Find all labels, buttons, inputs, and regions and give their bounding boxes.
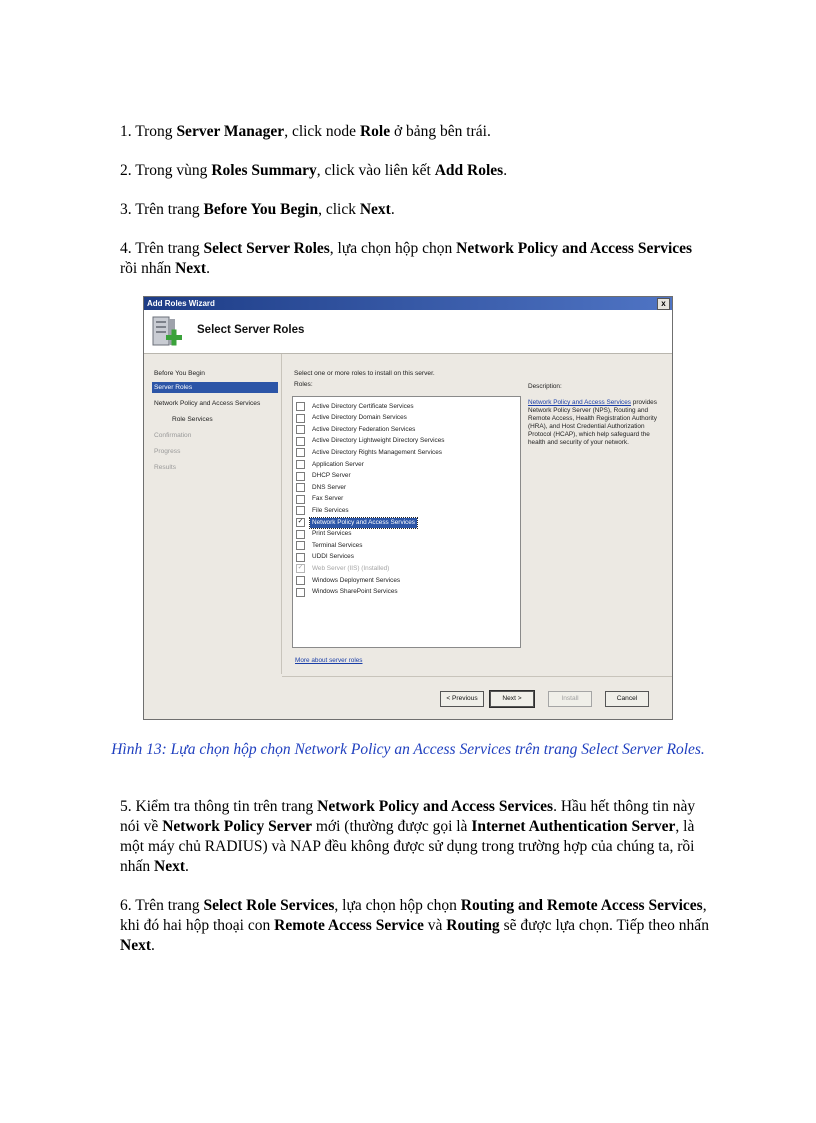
text-run: , click node — [284, 123, 360, 140]
role-checkbox[interactable] — [296, 495, 305, 504]
text-run: ở bảng bên trái. — [390, 123, 491, 140]
next-button[interactable]: Next > — [490, 691, 534, 707]
bold-term: Next — [359, 201, 391, 218]
bold-term: Select Server Roles — [203, 240, 330, 257]
role-label: Fax Server — [312, 495, 344, 503]
role-label: Web Server (IIS) (Installed) — [312, 564, 390, 572]
bold-term: Roles Summary — [211, 162, 317, 179]
text-run: 6. Trên trang — [120, 897, 204, 914]
role-item[interactable] — [296, 505, 351, 516]
nav-item[interactable]: Network Policy and Access Services — [154, 400, 261, 407]
role-checkbox[interactable] — [296, 576, 305, 585]
close-button[interactable]: x — [657, 298, 670, 310]
role-label: Windows SharePoint Services — [312, 588, 398, 596]
nav-item[interactable]: Server Roles — [152, 382, 278, 393]
text-run: , click — [318, 201, 360, 218]
role-checkbox[interactable] — [296, 414, 305, 423]
text-run: 5. Kiểm tra thông tin trên trang — [120, 798, 318, 815]
role-label: Application Server — [312, 460, 364, 468]
role-item[interactable] — [296, 494, 345, 505]
bold-term: Select Role Services — [203, 897, 335, 914]
role-checkbox[interactable] — [296, 483, 305, 492]
role-checkbox[interactable] — [296, 448, 305, 457]
wizard-titlebar — [144, 297, 672, 310]
wizard-title: Add Roles Wizard — [147, 299, 215, 308]
step-4 — [120, 239, 710, 279]
bold-term: Next — [120, 937, 151, 954]
add-roles-wizard-screenshot — [143, 296, 673, 720]
bold-term: Internet Authentication Server — [471, 818, 676, 835]
role-checkbox[interactable] — [296, 472, 305, 481]
role-checkbox[interactable] — [296, 553, 305, 562]
description-text: provides Network Policy Server (NPS), Routing and Remote Access, Health Registration Authority (HRA), and Host Credential Authorization Protocol (HCAP), which help safeguard the health and security of your network. — [528, 399, 657, 446]
role-label: UDDI Services — [312, 553, 354, 561]
role-checkbox[interactable] — [296, 402, 305, 411]
nav-divider — [281, 354, 282, 674]
text-run: . — [185, 858, 189, 875]
text-run: , click vào liên kết — [316, 162, 435, 179]
text-run: , khi đó hai hộp thoại con — [120, 897, 707, 934]
wizard-steps-nav — [144, 354, 280, 719]
text-run: . — [151, 937, 155, 954]
nav-item: Results — [154, 464, 176, 471]
bold-term: Network Policy and Access Services — [456, 240, 693, 257]
role-item[interactable] — [296, 587, 400, 598]
role-checkbox[interactable] — [296, 506, 305, 515]
role-item[interactable] — [296, 517, 417, 528]
description-panel — [528, 383, 668, 447]
footer-separator — [282, 676, 672, 677]
role-checkbox[interactable] — [296, 460, 305, 469]
text-run: , lựa chọn hộp chọn — [334, 897, 461, 914]
description-link[interactable]: Network Policy and Access Services — [528, 399, 631, 406]
role-item[interactable] — [296, 471, 353, 482]
cancel-button[interactable]: Cancel — [605, 691, 649, 707]
text-run: . Hầu hết thông tin này nói về — [120, 798, 696, 835]
role-label: DNS Server — [312, 483, 347, 491]
description-title: Description: — [528, 383, 562, 390]
role-checkbox[interactable] — [296, 588, 305, 597]
bold-term: Network Policy and Access Services — [317, 798, 554, 815]
role-item[interactable] — [296, 552, 356, 563]
role-item[interactable] — [296, 529, 353, 540]
text-run: và — [423, 917, 447, 934]
nav-item[interactable]: Before You Begin — [154, 370, 205, 377]
role-item[interactable] — [296, 401, 416, 412]
bold-term: Next — [154, 858, 186, 875]
instruction-text: Select one or more roles to install on this server. — [294, 370, 435, 377]
role-item[interactable] — [296, 482, 348, 493]
role-label: Active Directory Certificate Services — [312, 402, 414, 410]
bold-term: Routing — [446, 917, 500, 934]
role-item[interactable] — [296, 575, 402, 586]
bold-term: Next — [175, 260, 207, 277]
role-checkbox[interactable] — [296, 530, 305, 539]
step-3 — [120, 200, 710, 220]
roles-list[interactable] — [292, 396, 521, 648]
role-label: Windows Deployment Services — [312, 576, 401, 584]
bold-term: Routing and Remote Access Services — [460, 897, 703, 914]
wizard-header — [144, 310, 672, 354]
role-checkbox: ✓ — [297, 564, 304, 572]
bold-term: Remote Access Service — [274, 917, 424, 934]
role-label: Active Directory Lightweight Directory Services — [312, 437, 445, 445]
text-run: , lựa chọn hộp chọn — [329, 240, 457, 257]
nav-item[interactable]: Role Services — [172, 416, 213, 423]
wizard-page-title: Select Server Roles — [197, 324, 305, 336]
role-item[interactable] — [296, 424, 417, 435]
nav-item: Confirmation — [154, 432, 192, 439]
role-label: Active Directory Rights Management Services — [312, 448, 442, 456]
role-item[interactable] — [296, 413, 409, 424]
nav-item: Progress — [154, 448, 181, 455]
text-run: 2. Trong vùng — [120, 162, 212, 179]
text-run: . — [206, 260, 210, 277]
role-label: Active Directory Federation Services — [312, 425, 416, 433]
role-checkbox[interactable]: ✓ — [297, 518, 304, 525]
role-item — [296, 563, 391, 574]
bold-term: Role — [359, 123, 391, 140]
role-checkbox[interactable] — [296, 425, 305, 434]
text-run: . — [390, 201, 395, 218]
bold-term: Add Roles — [434, 162, 504, 179]
bold-term: Server Manager — [176, 123, 285, 140]
text-run: mới (thường được gọi là — [311, 818, 472, 835]
text-run: , là một máy chủ RADIUS) và NAP đều không được sử dụng trong trường hợp của chúng ta, rồi nhấn — [120, 818, 695, 875]
role-label: Terminal Services — [312, 541, 363, 549]
role-label: File Services — [312, 506, 349, 514]
step-1 — [120, 122, 710, 142]
role-checkbox[interactable] — [296, 541, 305, 550]
role-item[interactable] — [296, 459, 366, 470]
step-6 — [120, 896, 710, 956]
server-roles-icon — [150, 315, 184, 351]
step-5 — [120, 797, 710, 877]
text-run: 4. Trên trang — [120, 240, 204, 257]
role-checkbox[interactable] — [296, 437, 305, 446]
role-label: Print Services — [312, 530, 352, 538]
text-run: 1. Trong — [120, 123, 177, 140]
text-run: 3. Trên trang — [120, 201, 204, 218]
text-run: rồi nhấn — [120, 260, 176, 277]
roles-label: Roles: — [294, 381, 313, 388]
more-about-roles-link[interactable]: More about server roles — [295, 657, 363, 664]
role-label: DHCP Server — [312, 472, 351, 480]
role-item[interactable] — [296, 540, 364, 551]
previous-button[interactable]: < Previous — [440, 691, 484, 707]
install-button[interactable]: Install — [548, 691, 592, 707]
text-run: . — [503, 162, 508, 179]
role-item[interactable] — [296, 436, 446, 447]
figure-caption: Hình 13: Lựa chọn hộp chọn Network Policy an Access Services trên trang Select Server Roles. — [111, 741, 705, 758]
role-label: Active Directory Domain Services — [312, 414, 407, 422]
role-label: Network Policy and Access Services — [312, 518, 415, 526]
role-item[interactable] — [296, 447, 444, 458]
bold-term: Before You Begin — [203, 201, 319, 218]
text-run: sẽ được lựa chọn. Tiếp theo nhấn — [499, 917, 709, 934]
bold-term: Network Policy Server — [162, 818, 312, 835]
step-2 — [120, 161, 710, 181]
